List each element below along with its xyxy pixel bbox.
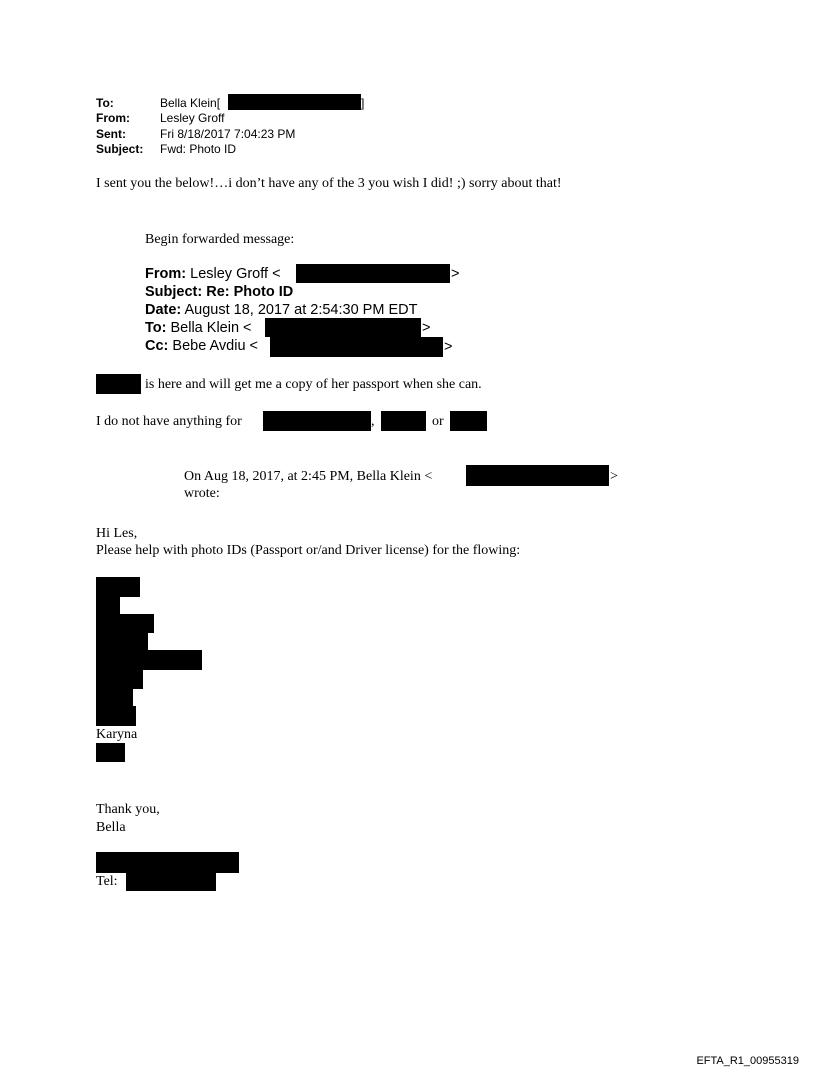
redaction-fwd-cc <box>270 337 443 357</box>
fwd-from-gt: > <box>451 266 460 282</box>
to-close-bracket: ] <box>361 96 365 110</box>
fwd-subject-label: Subject: <box>145 284 203 300</box>
fwd-from-label: From: <box>145 266 187 282</box>
fwd-cc-gt: > <box>444 339 453 355</box>
to-label: To: <box>96 96 114 110</box>
redaction-tel-number <box>126 872 216 891</box>
fwd-date-value: August 18, 2017 at 2:54:30 PM EDT <box>184 302 418 318</box>
list-name-karyna: Karyna <box>96 727 138 742</box>
redaction-signature-block <box>96 852 239 873</box>
fwd-from-line <box>145 265 281 283</box>
fwd-from-value: Lesley Groff < <box>190 266 281 282</box>
fwd-to-value: Bella Klein < <box>170 320 252 336</box>
to-value: Bella Klein[ <box>160 96 221 110</box>
redaction-list-7 <box>96 688 133 707</box>
quote-gt: > <box>610 469 618 484</box>
redaction-list-2 <box>96 596 120 615</box>
redaction-fwd-from <box>296 264 450 283</box>
fwd-cc-value: Bebe Avdiu < <box>172 338 259 354</box>
reply-comma: , <box>371 414 375 429</box>
from-value: Lesley Groff <box>160 111 225 125</box>
from-label: From: <box>96 111 130 125</box>
fwd-subject-line <box>145 283 293 301</box>
redaction-name-2 <box>381 411 426 431</box>
fwd-to-gt: > <box>422 320 431 336</box>
redaction-fwd-to <box>265 318 421 337</box>
redaction-list-9 <box>96 743 125 762</box>
fwd-cc-label: Cc: <box>145 338 169 354</box>
subject-label: Subject: <box>96 142 144 156</box>
reply-line-2-prefix: I do not have anything for <box>96 414 242 429</box>
fwd-cc-line <box>145 337 258 355</box>
intro-line: I sent you the below!…i don’t have any of the 3 you wish I did! ;) sorry about that! <box>96 176 562 191</box>
redaction-list-6 <box>96 669 143 689</box>
redaction-list-8 <box>96 706 136 726</box>
fwd-to-line <box>145 319 252 337</box>
redaction-quote-email <box>466 465 609 486</box>
reply-or: or <box>432 414 444 429</box>
fwd-date-line <box>145 301 417 319</box>
redaction-list-1 <box>96 577 140 597</box>
subject-value: Fwd: Photo ID <box>160 142 237 156</box>
thanks-line: Thank you, <box>96 802 160 817</box>
fwd-subject-value: Re: Photo ID <box>206 284 294 300</box>
fwd-to-label: To: <box>145 320 167 336</box>
tel-label: Tel: <box>96 874 118 889</box>
sent-label: Sent: <box>96 127 126 141</box>
redaction-name-1 <box>263 411 371 431</box>
redaction-to-email <box>228 94 361 110</box>
quote-line-2: wrote: <box>184 486 220 501</box>
quote-line-1: On Aug 18, 2017, at 2:45 PM, Bella Klein < <box>184 469 433 484</box>
document-id: EFTA_R1_00955319 <box>696 1055 799 1067</box>
greeting: Hi Les, <box>96 526 138 541</box>
begin-forwarded-label: Begin forwarded message: <box>145 232 295 247</box>
fwd-date-label: Date: <box>145 302 182 318</box>
signature-name: Bella <box>96 820 126 835</box>
request-line: Please help with photo IDs (Passport or/and Driver license) for the flowing: <box>96 543 521 558</box>
redaction-list-4 <box>96 632 148 651</box>
redaction-person-name <box>96 374 141 394</box>
redaction-name-3 <box>450 411 487 431</box>
sent-value: Fri 8/18/2017 7:04:23 PM <box>160 127 296 141</box>
reply-line-1: is here and will get me a copy of her passport when she can. <box>145 377 482 392</box>
redaction-list-3 <box>96 614 154 633</box>
redaction-list-5 <box>96 650 202 670</box>
